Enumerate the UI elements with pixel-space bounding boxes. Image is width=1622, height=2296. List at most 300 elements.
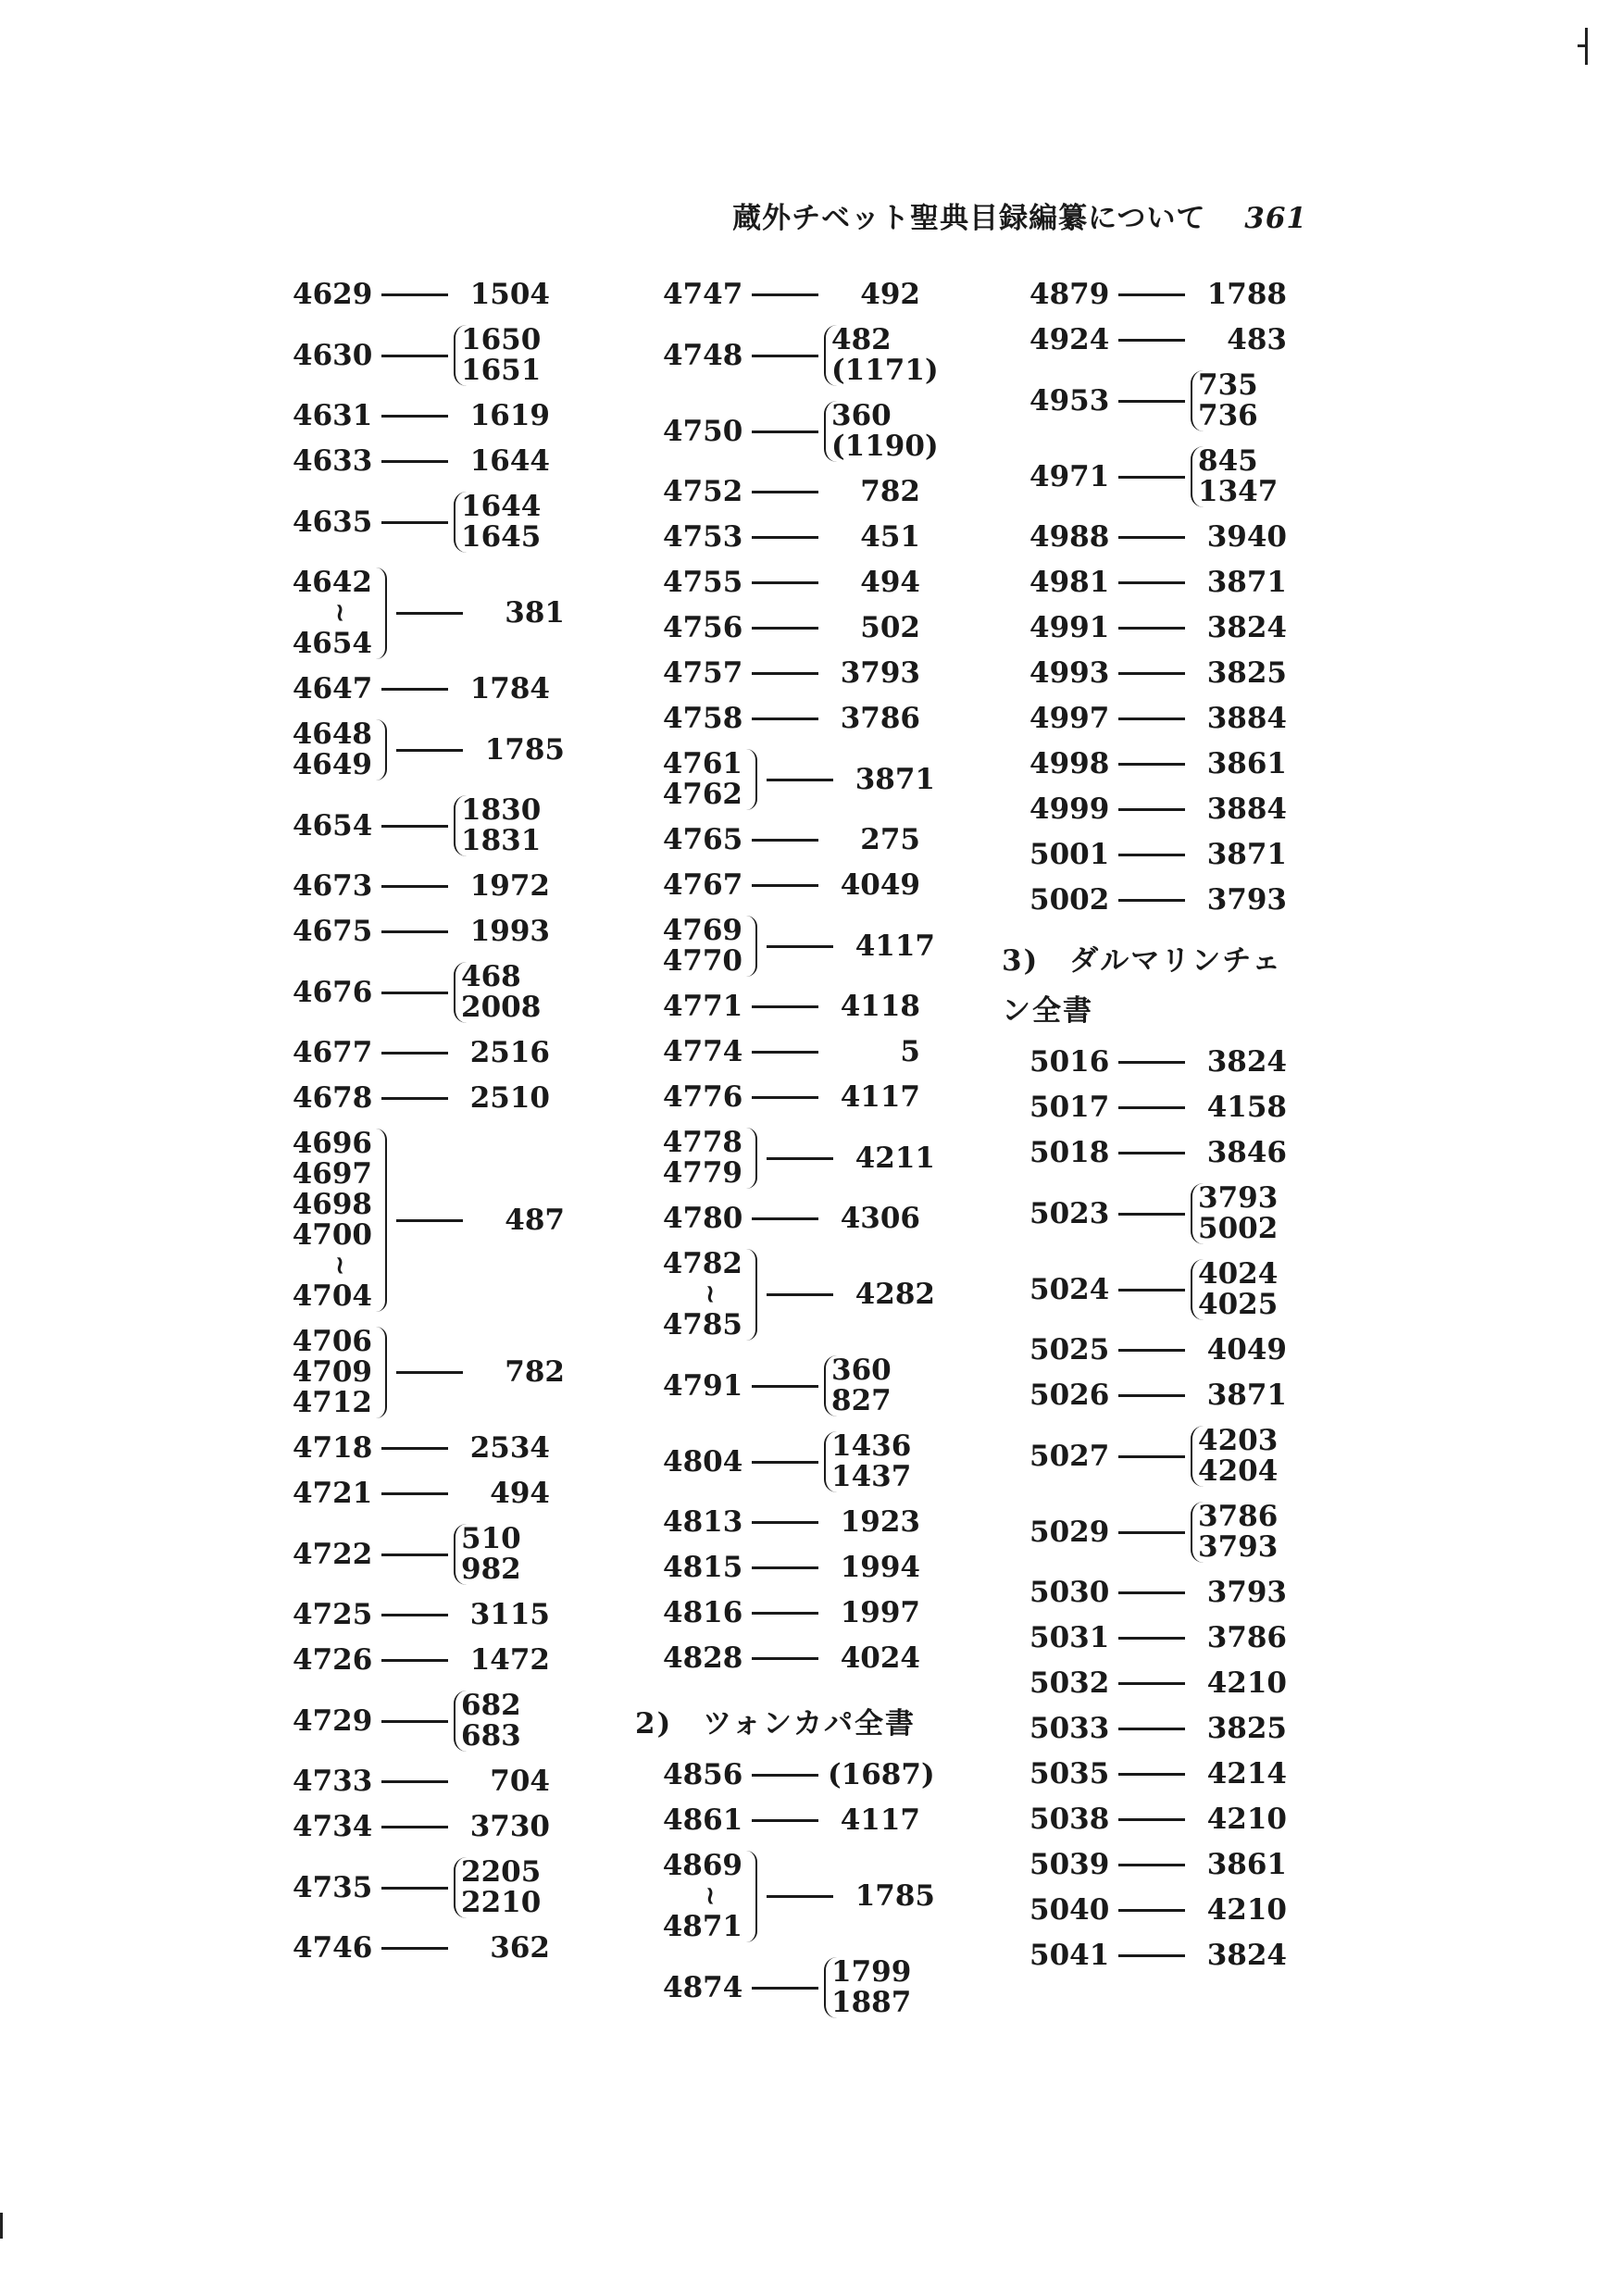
connector-dash bbox=[752, 1819, 818, 1822]
source-number: 4988 bbox=[1029, 520, 1110, 554]
connector-dash bbox=[1118, 476, 1185, 479]
target-number: 3825 bbox=[1206, 656, 1287, 690]
target-number: 1784 bbox=[469, 672, 550, 705]
connector-dash bbox=[752, 1051, 818, 1054]
source-number: 5027 bbox=[1029, 1439, 1110, 1473]
source-number: 4871 bbox=[662, 1910, 742, 1943]
target-number: 3861 bbox=[1206, 1848, 1287, 1881]
source-number: 4785 bbox=[662, 1308, 742, 1341]
connector-dash bbox=[381, 1052, 448, 1054]
source-number-group bbox=[663, 1249, 742, 1341]
source-number: 4734 bbox=[293, 1810, 373, 1843]
index-entry bbox=[663, 1957, 1052, 2018]
connector-dash bbox=[381, 521, 448, 524]
target-number: 3793 bbox=[1198, 1181, 1279, 1215]
source-number: 5039 bbox=[1029, 1848, 1110, 1881]
index-entry bbox=[1029, 1804, 1418, 1835]
connector-dash bbox=[1118, 339, 1185, 342]
source-number-group bbox=[293, 568, 372, 659]
page-header bbox=[732, 194, 1307, 236]
target-number: 1799 bbox=[831, 1955, 912, 1989]
source-number: 4998 bbox=[1029, 747, 1110, 780]
connector-dash bbox=[1118, 1591, 1185, 1594]
source-number: 4778 bbox=[662, 1126, 742, 1159]
index-entry bbox=[663, 522, 1052, 553]
source-number-group bbox=[293, 719, 372, 780]
target-number: 3793 bbox=[1206, 1576, 1287, 1609]
source-number: 4874 bbox=[663, 1970, 743, 2004]
target-number: 487 bbox=[505, 1203, 565, 1237]
index-column-3 bbox=[1002, 278, 1418, 1986]
connector-dash bbox=[381, 1826, 448, 1828]
source-number: 4746 bbox=[293, 1931, 373, 1965]
index-entry bbox=[293, 795, 681, 856]
source-number: 4770 bbox=[662, 944, 742, 978]
connector-dash bbox=[1118, 581, 1185, 584]
index-entry bbox=[293, 568, 681, 659]
target-number-group bbox=[454, 1691, 521, 1752]
target-number-group bbox=[824, 1957, 911, 2018]
index-entry bbox=[1029, 1380, 1418, 1411]
connector-dash bbox=[752, 884, 818, 887]
source-number: 4629 bbox=[293, 278, 373, 311]
target-number: 4024 bbox=[840, 1641, 920, 1675]
connector-dash bbox=[381, 1720, 448, 1723]
source-number: 4722 bbox=[293, 1537, 373, 1571]
target-number: 3786 bbox=[840, 702, 920, 735]
connector-dash bbox=[752, 430, 818, 433]
index-entry bbox=[1029, 749, 1418, 780]
range-mark: ≀ bbox=[705, 1882, 715, 1910]
connector-dash bbox=[752, 1096, 818, 1099]
source-number: 4675 bbox=[293, 915, 373, 948]
connector-dash bbox=[1118, 1213, 1185, 1216]
target-number: 1437 bbox=[831, 1460, 912, 1493]
connector-dash bbox=[381, 688, 448, 691]
index-entry bbox=[663, 704, 1052, 734]
index-entry bbox=[293, 1691, 681, 1752]
target-number: 4049 bbox=[840, 868, 920, 902]
source-number: 4752 bbox=[663, 475, 743, 508]
target-number: 982 bbox=[461, 1553, 521, 1586]
source-number: 4828 bbox=[663, 1641, 743, 1675]
connector-dash bbox=[1118, 1728, 1185, 1730]
target-number: 3871 bbox=[1206, 566, 1287, 599]
source-number: 4678 bbox=[293, 1081, 373, 1115]
source-number: 4924 bbox=[1029, 323, 1110, 356]
index-entry bbox=[293, 917, 681, 947]
brace-right bbox=[746, 1249, 757, 1341]
target-number: 1831 bbox=[461, 824, 542, 857]
connector-dash bbox=[396, 612, 463, 615]
index-entry bbox=[663, 749, 1052, 810]
target-number: 494 bbox=[860, 566, 920, 599]
target-number: 3824 bbox=[1206, 1939, 1287, 1972]
brace-right bbox=[746, 1128, 757, 1189]
index-entry bbox=[663, 1355, 1052, 1416]
source-number: 4706 bbox=[292, 1325, 372, 1358]
source-number: 4712 bbox=[292, 1386, 372, 1419]
target-number: 3846 bbox=[1206, 1136, 1287, 1169]
index-entry bbox=[663, 1598, 1052, 1628]
target-number: 4211 bbox=[855, 1141, 935, 1175]
source-number-group bbox=[293, 1129, 372, 1312]
source-number: 5041 bbox=[1029, 1939, 1110, 1972]
source-number: 4993 bbox=[1029, 656, 1110, 690]
connector-dash bbox=[1118, 672, 1185, 675]
connector-dash bbox=[752, 1005, 818, 1008]
connector-dash bbox=[1118, 763, 1185, 766]
target-number: 2210 bbox=[461, 1886, 542, 1919]
target-number: 3824 bbox=[1206, 611, 1287, 644]
source-number: 4971 bbox=[1029, 459, 1110, 493]
connector-dash bbox=[767, 1895, 833, 1898]
target-number: 735 bbox=[1198, 368, 1258, 402]
index-entry bbox=[663, 1553, 1052, 1583]
brace-right bbox=[376, 1327, 387, 1418]
target-number: 3871 bbox=[1206, 1379, 1287, 1412]
connector-dash bbox=[1118, 1106, 1185, 1109]
connector-dash bbox=[1118, 1909, 1185, 1912]
source-number: 5031 bbox=[1029, 1621, 1110, 1654]
source-number: 5023 bbox=[1029, 1196, 1110, 1230]
connector-dash bbox=[752, 1461, 818, 1464]
connector-dash bbox=[767, 1293, 833, 1296]
index-entry bbox=[663, 1037, 1052, 1067]
connector-dash bbox=[381, 1780, 448, 1783]
target-number: 4025 bbox=[1198, 1288, 1279, 1321]
source-number: 4999 bbox=[1029, 792, 1110, 826]
index-entry bbox=[1029, 1714, 1418, 1744]
source-number: 4753 bbox=[663, 520, 743, 554]
index-entry bbox=[663, 1760, 1052, 1791]
source-number: 4697 bbox=[292, 1157, 372, 1191]
target-number: 4117 bbox=[840, 1080, 920, 1114]
source-number: 4649 bbox=[292, 748, 372, 781]
source-number: 4750 bbox=[663, 414, 743, 448]
index-entry bbox=[1029, 1047, 1418, 1078]
target-number: 381 bbox=[505, 596, 565, 630]
index-entry bbox=[663, 1851, 1052, 1942]
target-number: 4117 bbox=[840, 1803, 920, 1837]
connector-dash bbox=[381, 355, 448, 357]
target-number: 3824 bbox=[1206, 1045, 1287, 1079]
target-number: 3115 bbox=[469, 1598, 550, 1631]
target-number: 1972 bbox=[469, 869, 550, 903]
source-number: 4782 bbox=[662, 1247, 742, 1280]
source-number-group bbox=[663, 916, 742, 977]
source-number: 4813 bbox=[663, 1505, 743, 1539]
index-entry bbox=[1029, 658, 1418, 689]
source-number: 4758 bbox=[663, 702, 743, 735]
source-number: 4654 bbox=[293, 808, 373, 842]
brace-right bbox=[376, 1129, 387, 1312]
connector-dash bbox=[1118, 854, 1185, 856]
connector-dash bbox=[1118, 1061, 1185, 1064]
index-entry bbox=[293, 1645, 681, 1676]
source-number: 4747 bbox=[663, 278, 743, 311]
index-entry bbox=[1029, 1895, 1418, 1926]
index-entry bbox=[663, 916, 1052, 977]
index-entry bbox=[1029, 1259, 1418, 1320]
target-number: 360 bbox=[831, 1354, 892, 1387]
source-number: 4633 bbox=[293, 444, 373, 478]
connector-dash bbox=[1118, 1864, 1185, 1866]
connector-dash bbox=[381, 1659, 448, 1662]
target-number: 736 bbox=[1198, 399, 1258, 432]
index-entry bbox=[1029, 1335, 1418, 1366]
source-number: 4769 bbox=[662, 914, 742, 947]
connector-dash bbox=[1118, 1289, 1185, 1292]
target-number: 3730 bbox=[469, 1810, 550, 1843]
source-number: 4631 bbox=[293, 399, 373, 432]
target-number-group bbox=[1191, 1259, 1278, 1320]
range-mark: ≀ bbox=[335, 599, 344, 627]
connector-dash bbox=[381, 885, 448, 888]
connector-dash bbox=[752, 1612, 818, 1615]
connector-dash bbox=[1118, 1773, 1185, 1776]
target-number: 1650 bbox=[461, 323, 542, 356]
target-number: 1993 bbox=[469, 915, 550, 948]
target-number: 1645 bbox=[461, 520, 542, 554]
target-number: 4210 bbox=[1206, 1666, 1287, 1700]
target-number: 494 bbox=[490, 1477, 550, 1510]
connector-dash bbox=[752, 1657, 818, 1660]
target-number-group bbox=[1191, 1502, 1278, 1563]
connector-dash bbox=[767, 1157, 833, 1160]
target-number: 1644 bbox=[461, 490, 542, 523]
target-number: 4210 bbox=[1206, 1803, 1287, 1836]
source-number: 4698 bbox=[292, 1188, 372, 1221]
source-number-group bbox=[293, 1327, 372, 1418]
source-number: 5033 bbox=[1029, 1712, 1110, 1745]
source-number: 4677 bbox=[293, 1036, 373, 1069]
connector-dash bbox=[381, 1614, 448, 1616]
target-number: 3825 bbox=[1206, 1712, 1287, 1745]
target-number: 3871 bbox=[1206, 838, 1287, 871]
index-entry bbox=[1029, 1092, 1418, 1123]
index-entry bbox=[1029, 794, 1418, 825]
source-number: 4780 bbox=[663, 1202, 743, 1235]
range-mark: ≀ bbox=[705, 1280, 715, 1308]
index-entry bbox=[1029, 568, 1418, 598]
connector-dash bbox=[381, 1492, 448, 1495]
source-number: 4718 bbox=[293, 1431, 373, 1465]
target-number: (1687) bbox=[828, 1758, 935, 1791]
target-number-group bbox=[454, 795, 541, 856]
target-number: 3793 bbox=[1206, 883, 1287, 917]
target-number: 1997 bbox=[840, 1596, 920, 1629]
index-entry bbox=[663, 613, 1052, 643]
connector-dash bbox=[381, 460, 448, 463]
target-number: 1472 bbox=[469, 1643, 550, 1677]
index-entry bbox=[663, 1643, 1052, 1674]
target-number: 1436 bbox=[831, 1429, 912, 1463]
target-number: 3871 bbox=[855, 762, 935, 796]
connector-dash bbox=[752, 293, 818, 296]
target-number: 1619 bbox=[469, 399, 550, 432]
target-number: 4203 bbox=[1198, 1424, 1279, 1457]
target-number: 3884 bbox=[1206, 792, 1287, 826]
target-number: 3786 bbox=[1198, 1500, 1279, 1533]
connector-dash bbox=[381, 1947, 448, 1950]
target-number: 275 bbox=[860, 823, 920, 856]
source-number: 4861 bbox=[663, 1803, 743, 1837]
source-number: 4721 bbox=[293, 1477, 373, 1510]
index-entry bbox=[1029, 325, 1418, 356]
source-number: 4791 bbox=[663, 1368, 743, 1403]
target-number-group bbox=[454, 1857, 541, 1918]
target-number: 1923 bbox=[840, 1505, 920, 1539]
target-number: 4024 bbox=[1198, 1257, 1279, 1291]
target-number-group bbox=[454, 492, 541, 553]
target-number: 3793 bbox=[1198, 1530, 1279, 1564]
target-number: 827 bbox=[831, 1384, 892, 1417]
connector-dash bbox=[767, 945, 833, 948]
target-number: 502 bbox=[860, 611, 920, 644]
index-entry bbox=[663, 870, 1052, 901]
connector-dash bbox=[752, 1217, 818, 1220]
index-entry bbox=[293, 325, 681, 386]
target-number: 2008 bbox=[461, 991, 542, 1024]
index-entry bbox=[1029, 1623, 1418, 1653]
scan-mark bbox=[0, 2213, 3, 2239]
source-number: 4879 bbox=[1029, 278, 1110, 311]
target-number: 1887 bbox=[831, 1986, 912, 2019]
connector-dash bbox=[752, 627, 818, 630]
target-number: 1785 bbox=[855, 1879, 935, 1913]
source-number-group bbox=[663, 1128, 742, 1189]
section-heading: 2) ツォンカパ全書 bbox=[635, 1707, 916, 1741]
target-number: 468 bbox=[461, 960, 521, 993]
page-number: 361 bbox=[1244, 202, 1307, 235]
source-number: 4630 bbox=[293, 338, 373, 372]
connector-dash bbox=[1118, 718, 1185, 720]
source-number: 4953 bbox=[1029, 383, 1110, 418]
source-number: 5001 bbox=[1029, 838, 1110, 871]
source-number: 4642 bbox=[292, 566, 372, 599]
target-number-group bbox=[454, 962, 541, 1023]
connector-dash bbox=[752, 536, 818, 539]
target-number: (1190) bbox=[831, 430, 939, 463]
target-number: 2534 bbox=[469, 1431, 550, 1465]
target-number: 845 bbox=[1198, 444, 1258, 478]
connector-dash bbox=[381, 1554, 448, 1556]
source-number: 5024 bbox=[1029, 1272, 1110, 1306]
index-entry bbox=[293, 674, 681, 705]
connector-dash bbox=[1118, 1455, 1185, 1458]
source-number: 4709 bbox=[292, 1355, 372, 1389]
target-number: 4204 bbox=[1198, 1454, 1279, 1488]
brace-right bbox=[746, 749, 757, 810]
source-number: 4729 bbox=[293, 1703, 373, 1738]
index-entry bbox=[1029, 1759, 1418, 1790]
target-number: 1830 bbox=[461, 793, 542, 827]
target-number-group bbox=[824, 1431, 911, 1492]
connector-dash bbox=[396, 1371, 463, 1374]
index-entry bbox=[1029, 1850, 1418, 1880]
source-number-group bbox=[663, 749, 742, 810]
connector-dash bbox=[1118, 1637, 1185, 1640]
index-entry bbox=[293, 1129, 681, 1312]
target-number: 4210 bbox=[1206, 1893, 1287, 1927]
index-entry bbox=[1029, 370, 1418, 431]
target-number: 704 bbox=[490, 1765, 550, 1798]
index-entry bbox=[293, 1766, 681, 1797]
connector-dash bbox=[1118, 1954, 1185, 1957]
index-entry bbox=[663, 1431, 1052, 1492]
index-entry bbox=[293, 719, 681, 780]
source-number: 5002 bbox=[1029, 883, 1110, 917]
target-number: 1504 bbox=[469, 278, 550, 311]
index-entry bbox=[1029, 885, 1418, 916]
section-heading: 3) ダルマリンチェン全書 bbox=[1002, 944, 1283, 1028]
target-number: 3786 bbox=[1206, 1621, 1287, 1654]
index-entry bbox=[663, 1204, 1052, 1234]
index-entry bbox=[1029, 704, 1418, 734]
index-entry bbox=[293, 1327, 681, 1418]
index-entry bbox=[1029, 446, 1418, 507]
index-entry bbox=[663, 1249, 1052, 1341]
connector-dash bbox=[396, 749, 463, 752]
target-number: 1644 bbox=[469, 444, 550, 478]
connector-dash bbox=[381, 1887, 448, 1890]
index-entry bbox=[293, 871, 681, 902]
index-entry bbox=[293, 401, 681, 431]
target-number-group bbox=[824, 401, 939, 462]
source-number: 5025 bbox=[1029, 1333, 1110, 1366]
target-number: 782 bbox=[505, 1355, 565, 1389]
source-number: 4735 bbox=[293, 1870, 373, 1904]
index-entry bbox=[1029, 522, 1418, 553]
target-number: 2510 bbox=[469, 1081, 550, 1115]
target-number: 482 bbox=[831, 323, 892, 356]
index-entry bbox=[293, 1857, 681, 1918]
source-number: 5032 bbox=[1029, 1666, 1110, 1700]
target-number: 483 bbox=[1227, 323, 1287, 356]
target-number: 451 bbox=[860, 520, 920, 554]
index-entry bbox=[663, 1805, 1052, 1836]
brace-right bbox=[376, 568, 387, 659]
target-number: 4118 bbox=[840, 990, 920, 1023]
source-number: 4779 bbox=[662, 1156, 742, 1190]
target-number-group bbox=[454, 1524, 521, 1585]
connector-dash bbox=[381, 992, 448, 994]
target-number: 5002 bbox=[1198, 1212, 1279, 1245]
scan-mark bbox=[1578, 44, 1587, 47]
source-number: 5030 bbox=[1029, 1576, 1110, 1609]
target-number: 2205 bbox=[461, 1855, 542, 1889]
source-number: 4981 bbox=[1029, 566, 1110, 599]
index-entry bbox=[663, 1128, 1052, 1189]
source-number: 4762 bbox=[662, 778, 742, 811]
connector-dash bbox=[1118, 1394, 1185, 1397]
source-number: 5026 bbox=[1029, 1379, 1110, 1412]
index-entry bbox=[293, 962, 681, 1023]
target-number: 682 bbox=[461, 1689, 521, 1722]
index-entry bbox=[293, 280, 681, 310]
range-mark: ≀ bbox=[335, 1252, 344, 1279]
target-number: 683 bbox=[461, 1719, 521, 1753]
target-number: 492 bbox=[860, 278, 920, 311]
source-number-group bbox=[663, 1851, 742, 1942]
source-number: 4726 bbox=[293, 1643, 373, 1677]
index-entry bbox=[293, 1524, 681, 1585]
index-entry bbox=[293, 446, 681, 477]
index-entry bbox=[1029, 1183, 1418, 1244]
target-number-group bbox=[1191, 1426, 1278, 1487]
source-number: 4725 bbox=[293, 1598, 373, 1631]
